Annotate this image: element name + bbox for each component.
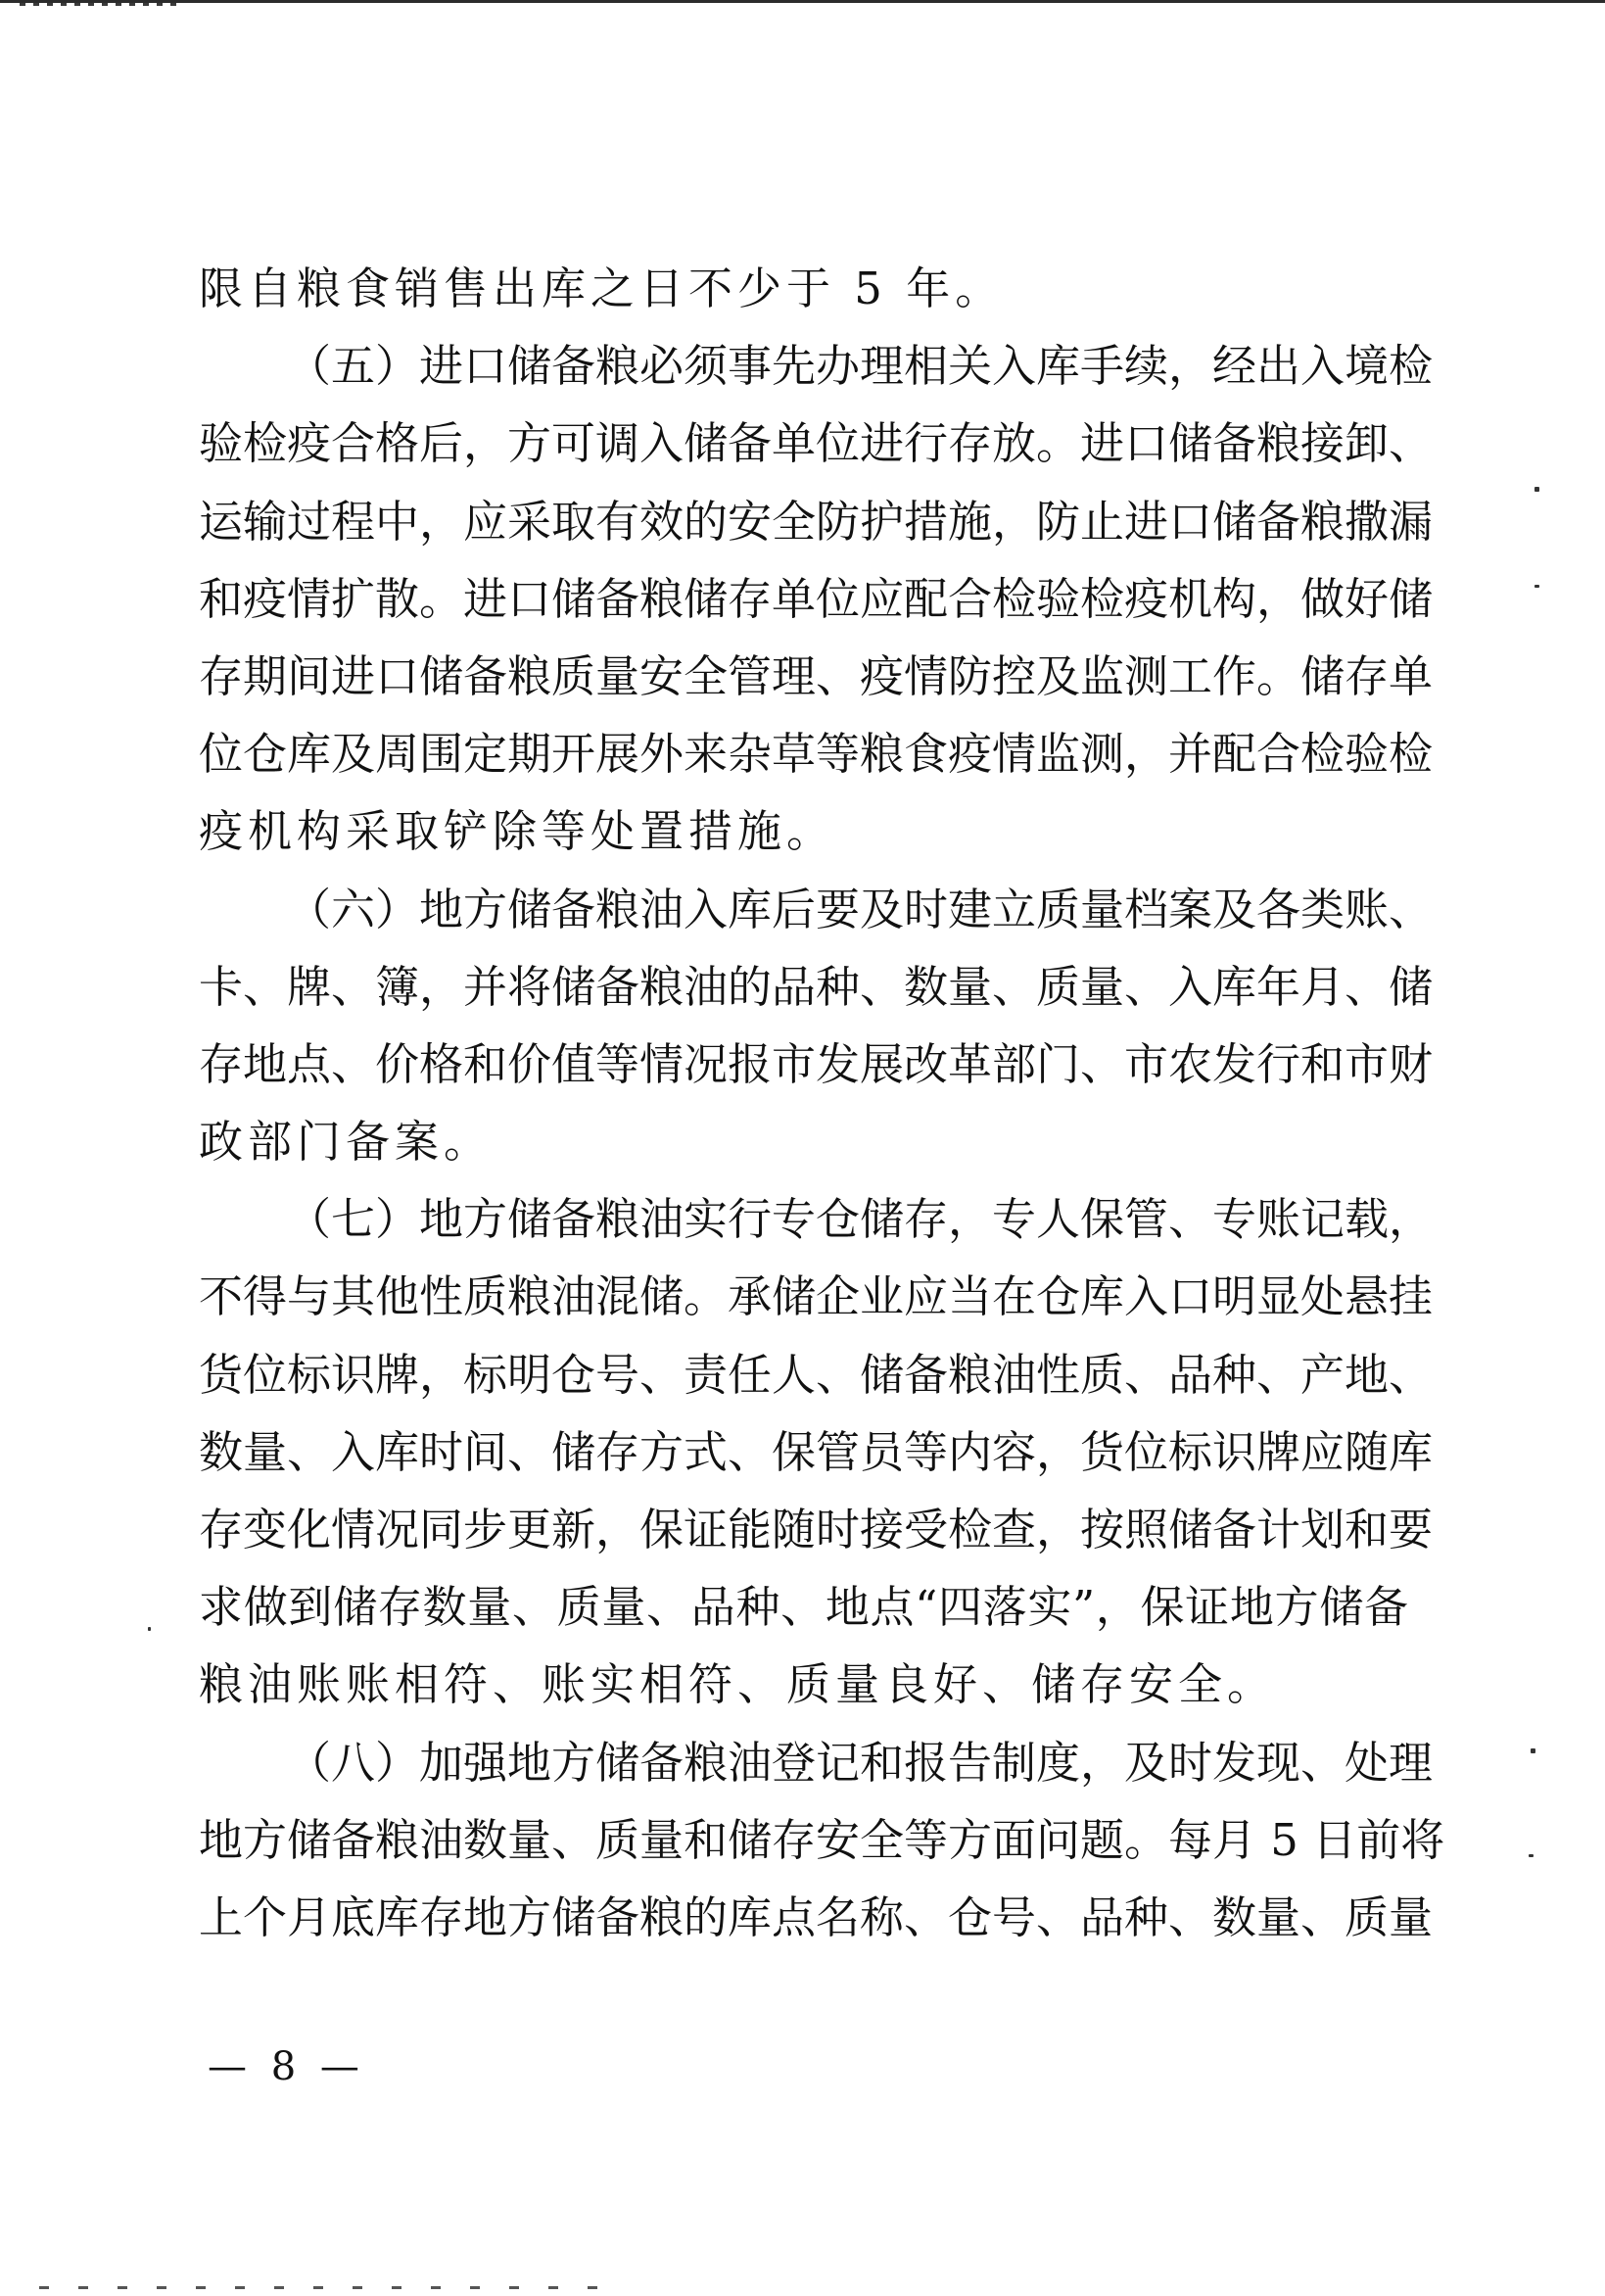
paragraph-line: 和疫情扩散。进口储备粮储存单位应配合检验检疫机构，做好储	[199, 572, 1434, 625]
paragraph-line: 货位标识牌，标明仓号、责任人、储备粮油性质、品种、产地、	[199, 1348, 1434, 1401]
paragraph-line: 不得与其他性质粮油混储。承储企业应当在仓库入口明显处悬挂	[199, 1270, 1434, 1323]
scan-speck	[1529, 1854, 1534, 1857]
paragraph-line: 存地点、价格和价值等情况报市发展改革部门、市农发行和市财	[199, 1037, 1434, 1090]
document-body	[199, 250, 1445, 1956]
paragraph-line: 疫机构采取铲除等处置措施。	[199, 805, 836, 858]
paragraph-line: 卡、牌、簿，并将储备粮油的品种、数量、质量、入库年月、储	[199, 960, 1434, 1013]
paragraph-line: 存期间进口储备粮质量安全管理、疫情防控及监测工作。储存单	[199, 649, 1434, 702]
paragraph-line: （七）地方储备粮油实行专仓储存，专人保管、专账记载，	[287, 1193, 1434, 1246]
paragraph-line: 存变化情况同步更新，保证能随时接受检查，按照储备计划和要	[199, 1504, 1434, 1555]
paragraph-line: 上个月底库存地方储备粮的库点名称、仓号、品种、数量、质量	[199, 1890, 1434, 1943]
paragraph-line: （八）加强地方储备粮油登记和报告制度，及时发现、处理	[287, 1736, 1434, 1789]
paragraph-line: （五）进口储备粮必须事先办理相关入库手续，经出入境检	[287, 340, 1434, 393]
paragraph-line: 求做到储存数量、质量、品种、地点“四落实”，保证地方储备	[199, 1581, 1408, 1634]
scan-speck	[148, 1627, 151, 1631]
scan-speck	[1534, 487, 1539, 492]
paragraph-line: （六）地方储备粮油入库后要及时建立质量档案及各类账、	[287, 883, 1434, 935]
top-border-marks	[20, 3, 176, 6]
paragraph-line: 政部门备案。	[199, 1116, 494, 1169]
paragraph-line: 粮油账账相符、账实相符、质量良好、储存安全。	[199, 1658, 1277, 1711]
scan-speck	[1531, 1748, 1535, 1753]
paragraph-line: 地方储备粮油数量、质量和储存安全等方面问题。每月 5 日前将	[199, 1813, 1445, 1866]
paragraph-line: 位仓库及周围定期开展外来杂草等粮食疫情监测，并配合检验检	[199, 728, 1434, 781]
paragraph-line: 限自粮食销售出库之日不少于 5 年。	[199, 263, 1005, 314]
page-number: — 8 —	[208, 2044, 365, 2089]
scan-speck	[1534, 585, 1539, 588]
bottom-scan-marks	[39, 2286, 627, 2289]
paragraph-line: 验检疫合格后，方可调入储备单位进行存放。进口储备粮接卸、	[199, 417, 1434, 470]
paragraph-line: 运输过程中，应采取有效的安全防护措施，防止进口储备粮撒漏	[199, 495, 1434, 548]
top-border-line	[0, 0, 1605, 3]
paragraph-line: 数量、入库时间、储存方式、保管员等内容，货位标识牌应随库	[199, 1425, 1434, 1478]
